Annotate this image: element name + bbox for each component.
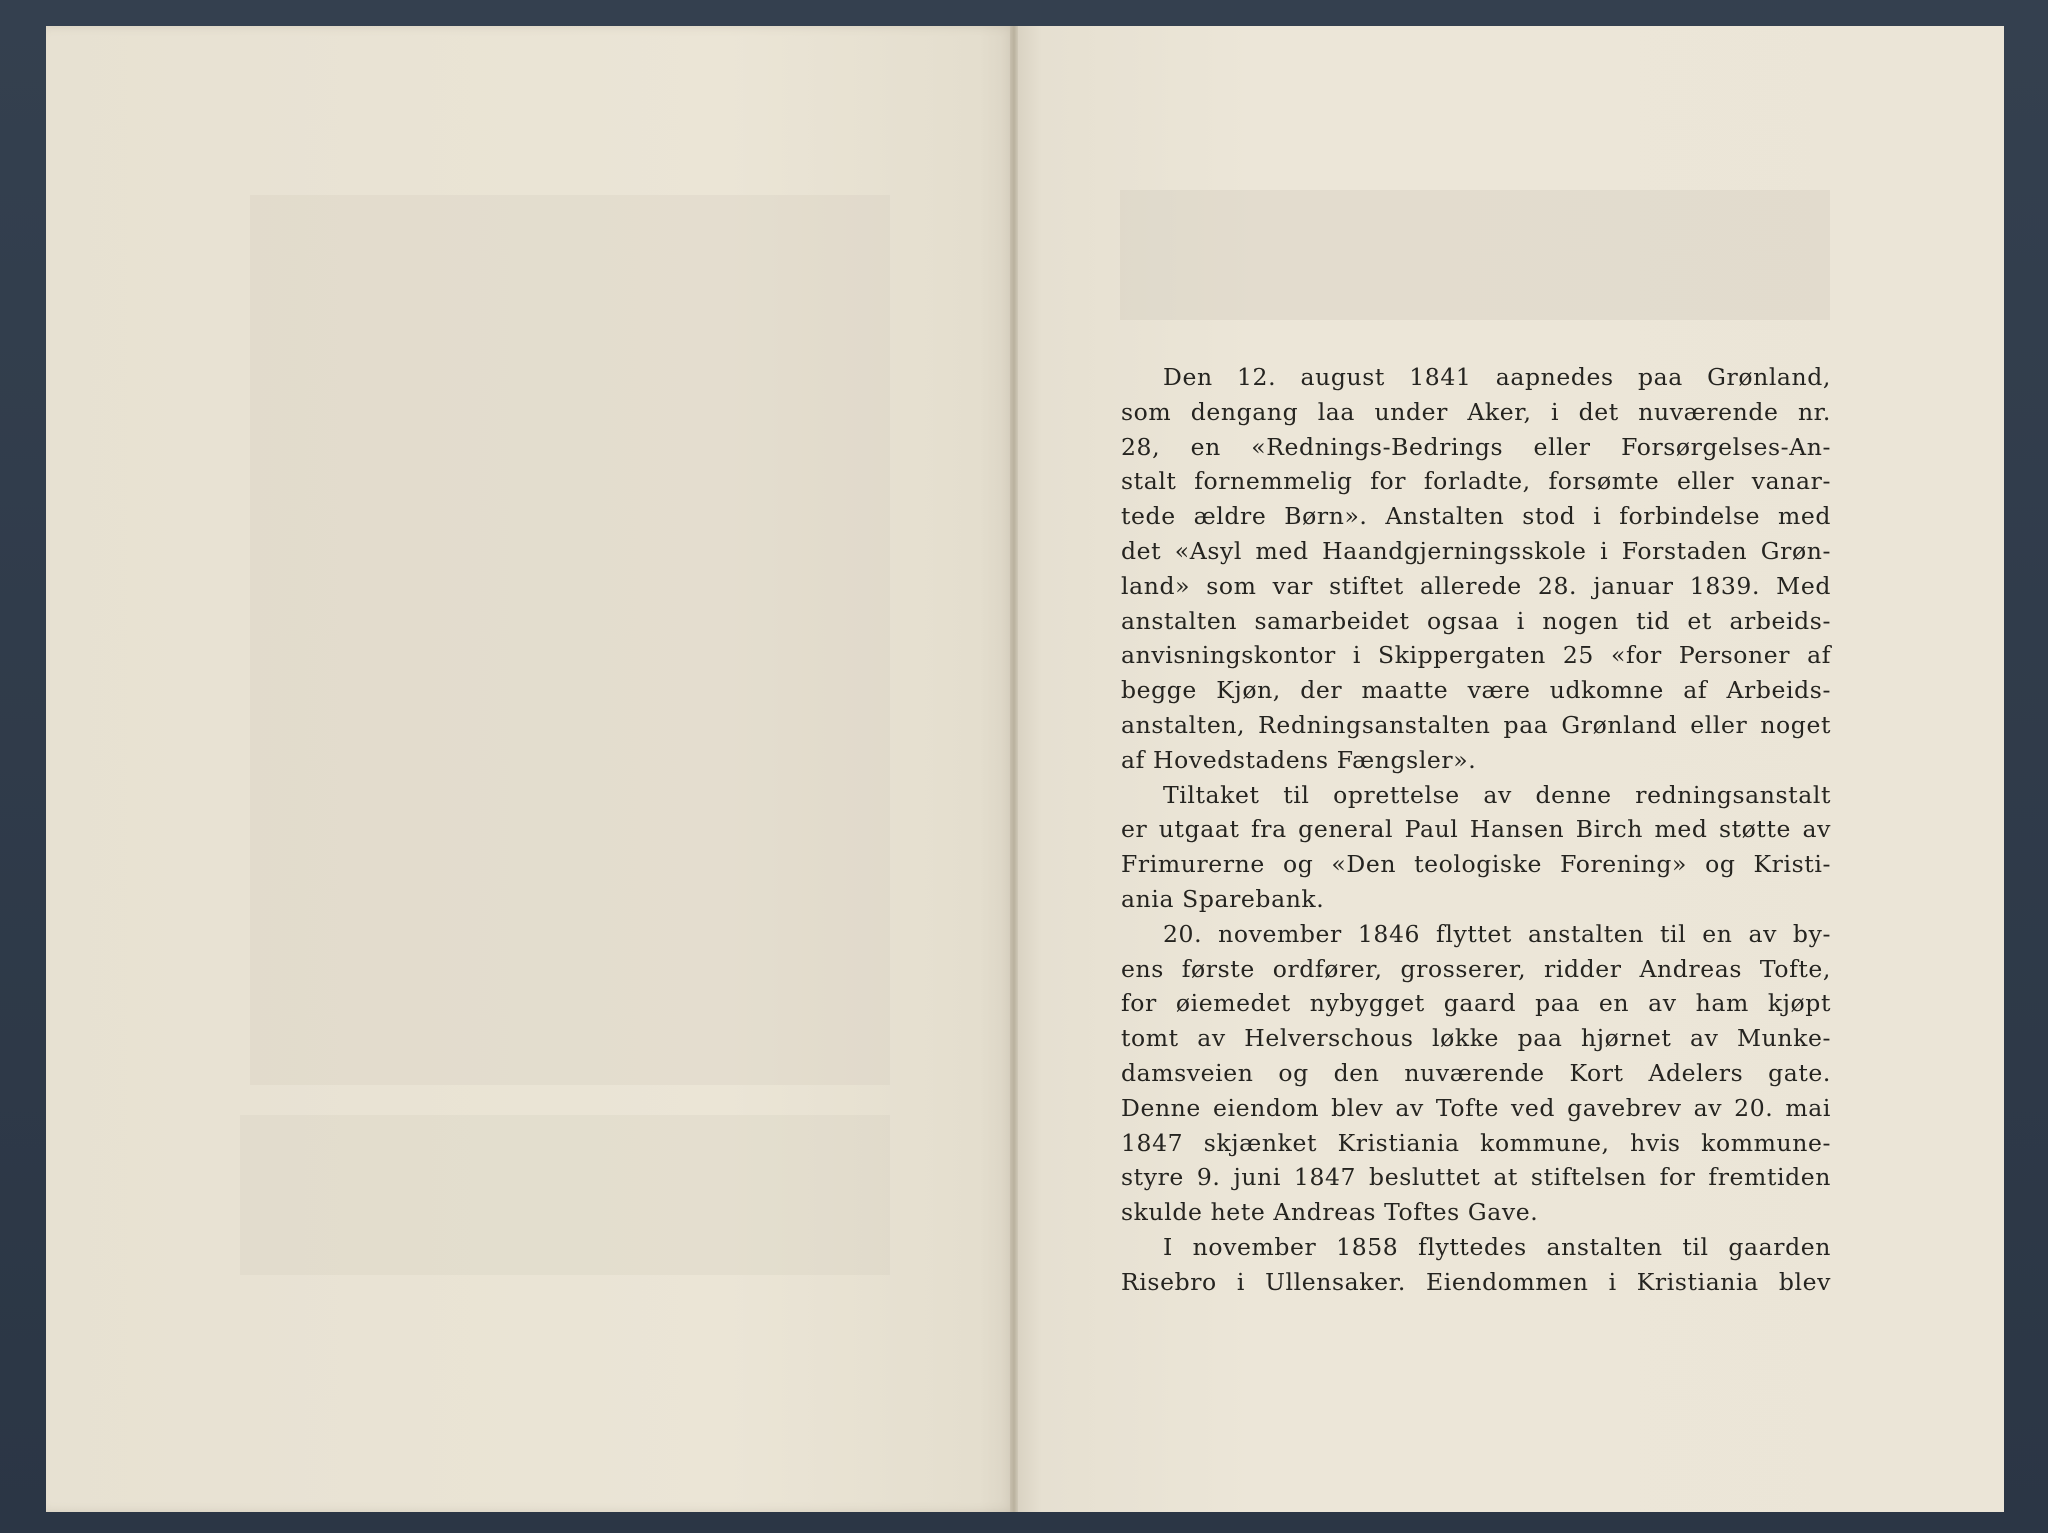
- text-line: styre 9. juni 1847 besluttet at stiftelsen for fremtiden: [1121, 1163, 1831, 1192]
- text-line: af Hovedstadens Fængsler».: [1121, 745, 1477, 774]
- left-page-show-through-caption: [240, 1115, 890, 1275]
- text-line: 20. november 1846 flyttet anstalten til en av by-: [1163, 919, 1831, 948]
- text-line: tede ældre Børn». Anstalten stod i forbindelse med: [1121, 502, 1831, 531]
- text-line: for øiemedet nybygget gaard paa en av ham kjøpt: [1121, 989, 1831, 1018]
- text-line: tomt av Helverschous løkke paa hjørnet av Munke-: [1121, 1024, 1831, 1053]
- text-line: anvisningskontor i Skippergaten 25 «for Personer af: [1121, 641, 1831, 670]
- text-line: ens første ordfører, grosserer, ridder Andreas Tofte,: [1121, 954, 1831, 983]
- text-line: damsveien og den nuværende Kort Adelers gate.: [1121, 1058, 1831, 1087]
- book-gutter: [1010, 26, 1018, 1512]
- text-line: Tiltaket til oprettelse av denne redningsanstalt: [1163, 780, 1831, 809]
- text-line: 28, en «Rednings-Bedrings eller Forsørgelses-An-: [1121, 432, 1831, 461]
- text-line: som dengang laa under Aker, i det nuværende nr.: [1121, 397, 1831, 426]
- text-line: Frimurerne og «Den teologiske Forening» og Kristi-: [1121, 850, 1831, 879]
- right-page-show-through: [1120, 190, 1830, 320]
- text-line: det «Asyl med Haandgjerningsskole i Forstaden Grøn-: [1121, 536, 1831, 565]
- text-line: begge Kjøn, der maatte være udkomne af Arbeids-: [1121, 676, 1831, 705]
- text-line: Denne eiendom blev av Tofte ved gavebrev av 20. mai: [1121, 1093, 1831, 1122]
- text-line: land» som var stiftet allerede 28. januar 1839. Med: [1121, 571, 1831, 600]
- text-line: 1847 skjænket Kristiania kommune, hvis kommune-: [1121, 1128, 1831, 1157]
- left-page-show-through-image: [250, 195, 890, 1085]
- text-line: Risebro i Ullensaker. Eiendommen i Kristiania blev: [1121, 1267, 1831, 1296]
- text-line: ania Sparebank.: [1121, 884, 1325, 913]
- right-page-text: [1121, 360, 1831, 1300]
- text-line: Den 12. august 1841 aapnedes paa Grønland,: [1163, 363, 1831, 391]
- text-line: anstalten, Redningsanstalten paa Grønland eller noget: [1121, 710, 1831, 739]
- text-line: anstalten samarbeidet ogsaa i nogen tid et arbeids-: [1121, 606, 1831, 635]
- text-line: I november 1858 flyttedes anstalten til gaarden: [1163, 1232, 1831, 1261]
- text-line: skulde hete Andreas Toftes Gave.: [1121, 1198, 1539, 1227]
- text-line: stalt fornemmelig for forladte, forsømte eller vanar-: [1121, 467, 1831, 496]
- text-line: er utgaat fra general Paul Hansen Birch med støtte av: [1121, 815, 1831, 844]
